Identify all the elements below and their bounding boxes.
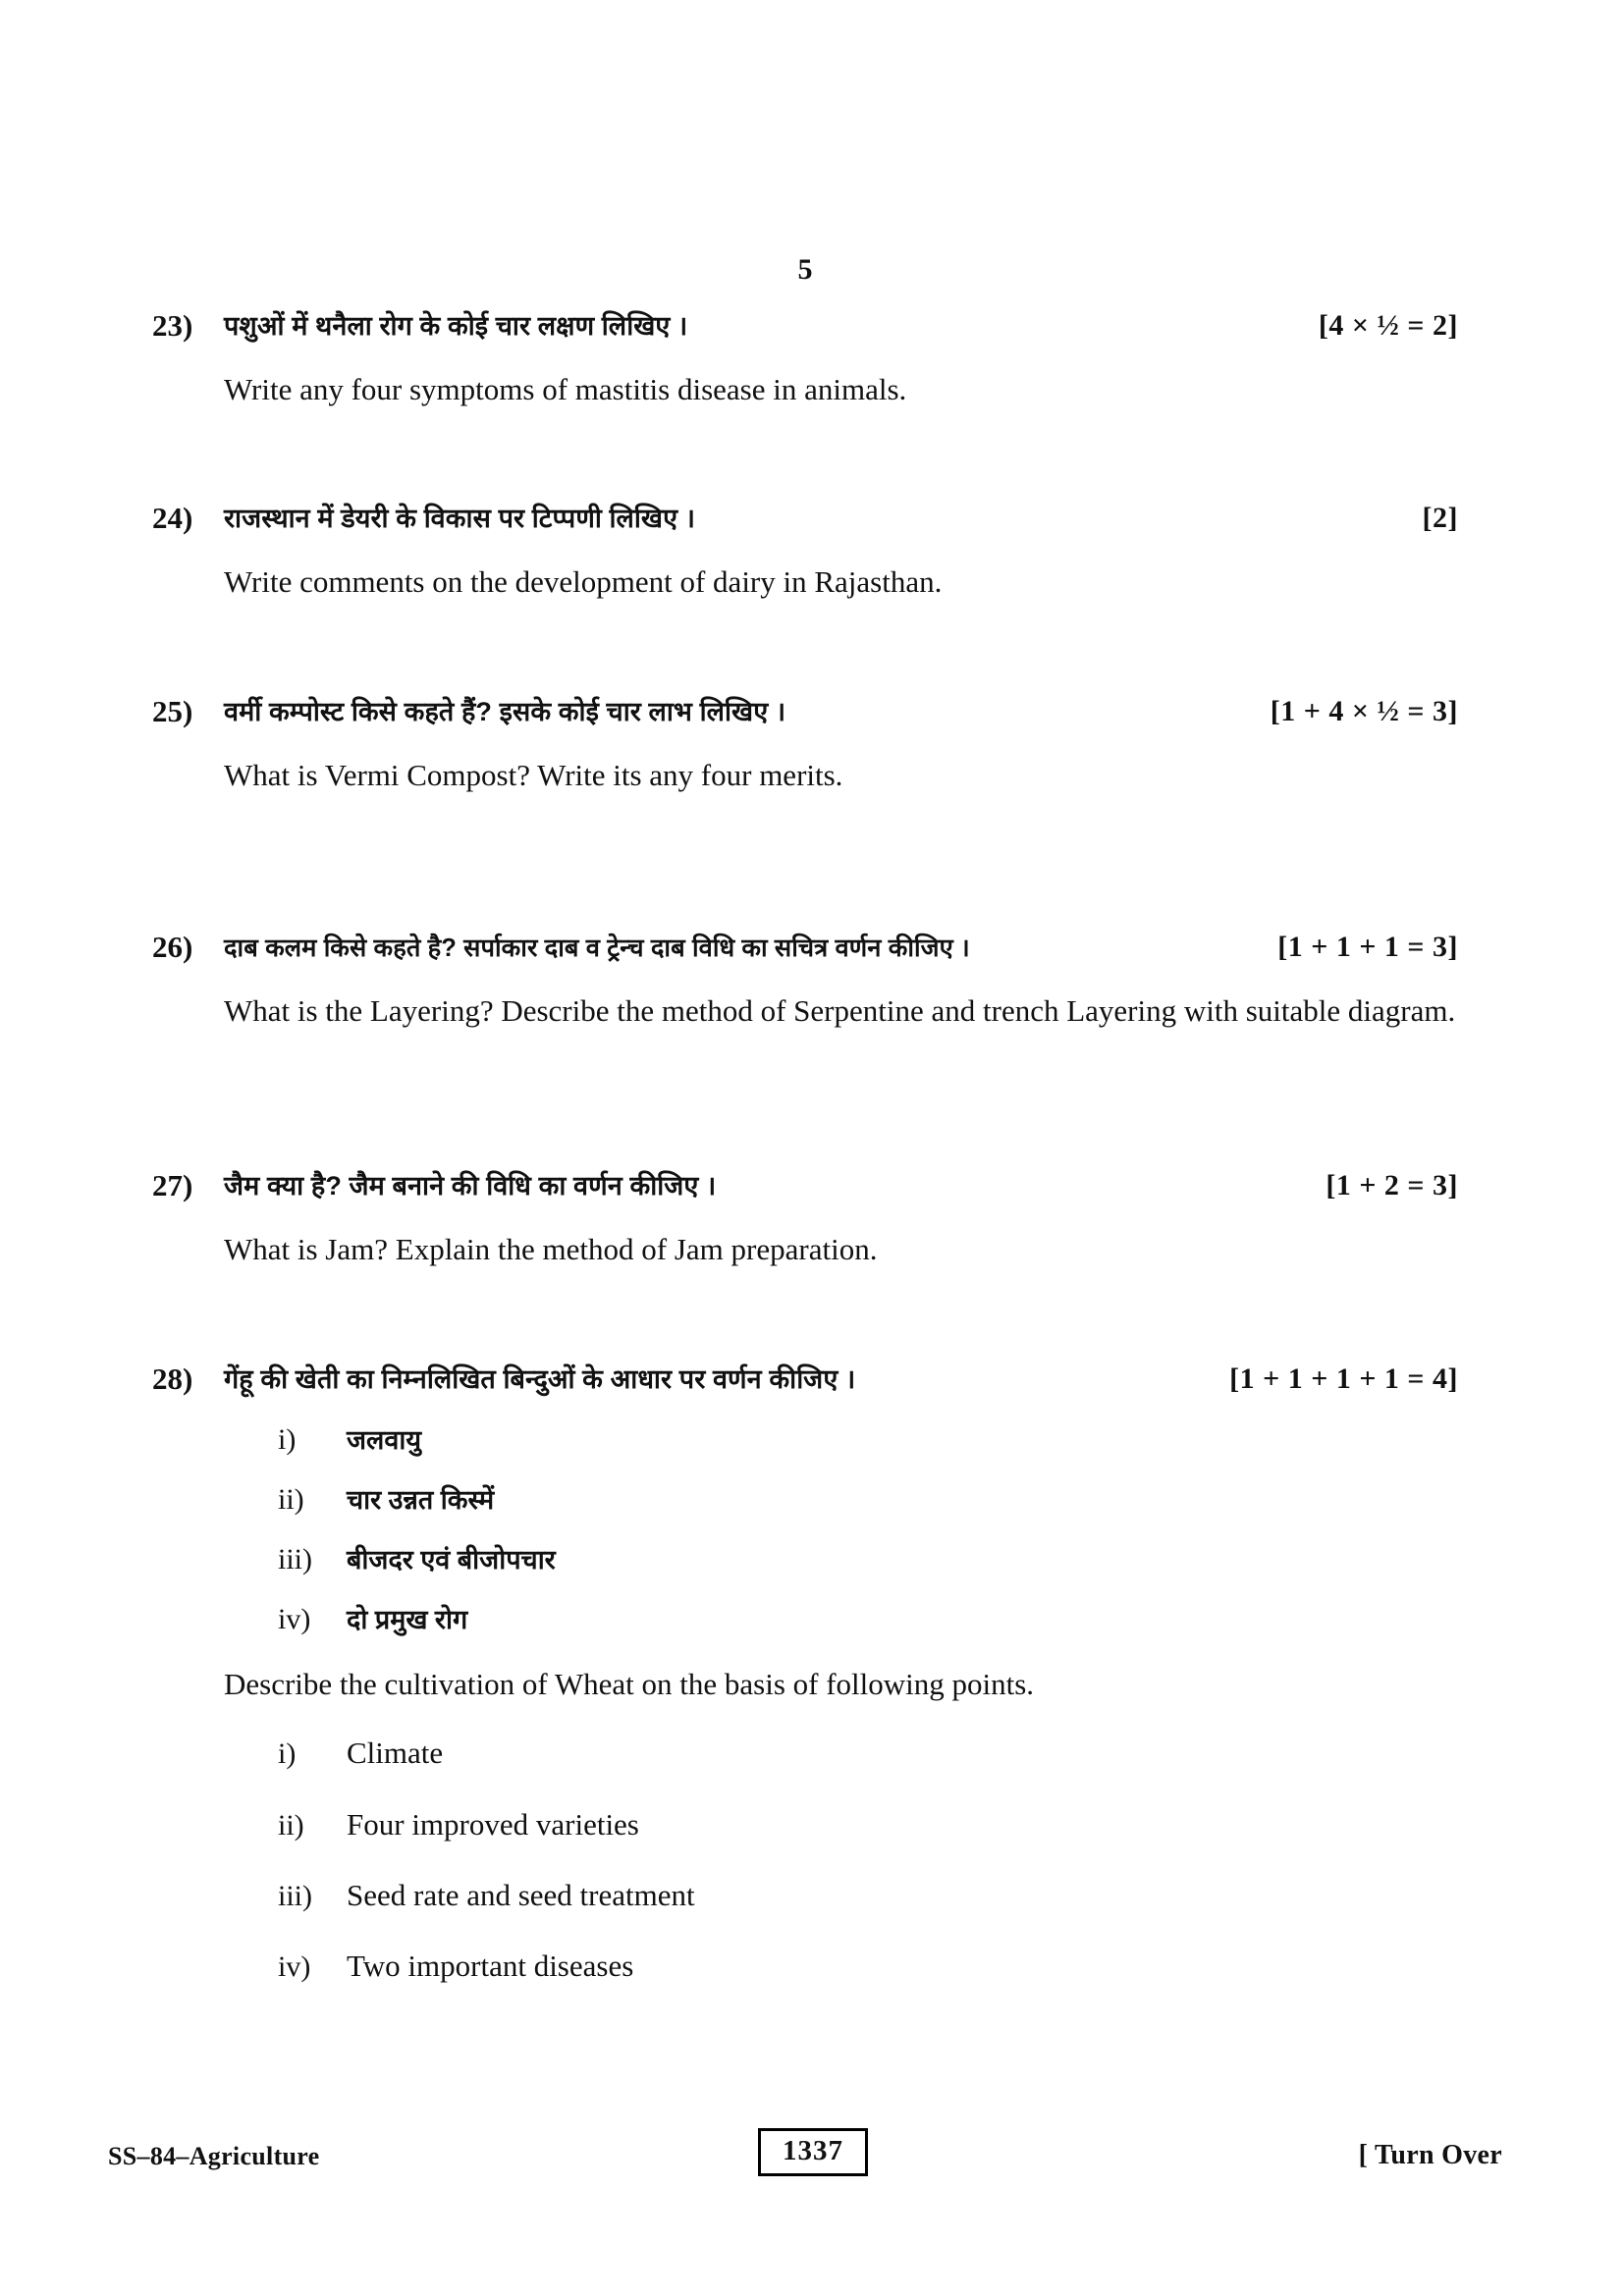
subitem-roman: iii) (278, 1543, 312, 1576)
question-23-hindi-text: पशुओं में थनैला रोग के कोई चार लक्षण लिखिए । (224, 311, 688, 341)
list-item (278, 1603, 1458, 1637)
subitem-label: जलवायु (347, 1425, 422, 1455)
question-24 (152, 499, 1458, 602)
question-28-number: 28) (152, 1362, 193, 1396)
page-footer (108, 2128, 1502, 2187)
subitem-roman: iii) (278, 1879, 312, 1912)
paper-code: SS–84–Agriculture (108, 2142, 320, 2170)
question-24-hindi-line (152, 499, 1458, 602)
question-24-marks: [2] (1422, 502, 1458, 534)
question-26 (152, 928, 1458, 1031)
question-27 (152, 1166, 1458, 1269)
question-25-number: 25) (152, 694, 193, 728)
list-item (278, 1734, 1458, 1773)
question-27-number: 27) (152, 1168, 193, 1202)
subitem-label: चार उन्नत किस्में (347, 1485, 495, 1516)
question-27-hindi-row (224, 1166, 1458, 1204)
serial-number-box: 1337 (758, 2128, 868, 2176)
question-24-english-text: Write comments on the development of dairy in Rajasthan. (224, 564, 943, 599)
question-24-hindi-row (224, 499, 1458, 537)
question-25-hindi-line (152, 692, 1458, 795)
question-28-hindi-line (152, 1360, 1458, 1987)
question-28-hindi-text: गेंहू की खेती का निम्नलिखित बिन्दुओं के आधार पर वर्णन कीजिए । (224, 1364, 856, 1394)
question-27-hindi-line (152, 1166, 1458, 1269)
question-26-hindi-line (152, 928, 1458, 1031)
question-27-marks: [1 + 2 = 3] (1325, 1169, 1458, 1201)
question-28-english-subitems (278, 1734, 1458, 1986)
subitem-label: Four improved varieties (347, 1806, 639, 1842)
question-26-hindi-row (224, 928, 1458, 966)
subitem-label: दो प्रमुख रोग (347, 1605, 468, 1635)
question-28-hindi-subitems (278, 1423, 1458, 1637)
page-number: 5 (797, 253, 813, 286)
question-25-hindi-text: वर्मी कम्पोस्ट किसे कहते हैं? इसके कोई चार लाभ लिखिए । (224, 697, 786, 726)
subitem-roman: ii) (278, 1483, 304, 1517)
question-26-english-text: What is the Layering? Describe the method of Serpentine and trench Layering with suitable diagram. (224, 993, 1456, 1028)
question-24-hindi-text: राजस्थान में डेयरी के विकास पर टिप्पणी लिखिए । (224, 504, 696, 533)
question-25-english-text: What is Vermi Compost? Write its any four merits. (224, 758, 843, 792)
question-24-number: 24) (152, 501, 193, 535)
question-27-hindi-text: जैम क्या है? जैम बनाने की विधि का वर्णन कीजिए । (224, 1171, 717, 1201)
question-25-hindi-row (224, 692, 1458, 730)
subitem-label: बीजदर एवं बीजोपचार (347, 1545, 556, 1575)
question-23 (152, 306, 1458, 409)
turn-over-label: [ Turn Over (1358, 2140, 1502, 2170)
question-28-hindi-row (224, 1360, 1458, 1398)
subitem-roman: iv) (278, 1603, 311, 1636)
question-27-english-text: What is Jam? Explain the method of Jam preparation. (224, 1232, 878, 1266)
question-23-hindi-line (152, 306, 1458, 409)
question-25 (152, 692, 1458, 795)
list-item (278, 1876, 1458, 1915)
question-23-marks: [4 × ½ = 2] (1318, 309, 1458, 342)
subitem-roman: i) (278, 1737, 297, 1771)
list-item (278, 1543, 1458, 1577)
subitem-roman: iv) (278, 1950, 311, 1984)
list-item (278, 1805, 1458, 1844)
subitem-label: Two important diseases (347, 1949, 634, 1984)
question-26-marks: [1 + 1 + 1 = 3] (1277, 931, 1458, 963)
subitem-roman: ii) (278, 1808, 304, 1842)
list-item (278, 1423, 1458, 1458)
question-23-hindi-row (224, 306, 1458, 345)
question-25-marks: [1 + 4 × ½ = 3] (1270, 695, 1458, 727)
question-28 (152, 1360, 1458, 1987)
question-26-hindi-text: दाब कलम किसे कहते है? सर्पाकार दाब व ट्रेन्च दाब विधि का सचित्र वर्णन कीजिए । (224, 934, 970, 962)
question-23-english-text: Write any four symptoms of mastitis disease in animals. (224, 372, 907, 406)
subitem-roman: i) (278, 1423, 297, 1456)
question-26-number: 26) (152, 930, 193, 964)
question-28-marks: [1 + 1 + 1 + 1 = 4] (1229, 1362, 1458, 1395)
list-item (278, 1483, 1458, 1518)
question-28-english-text: Describe the cultivation of Wheat on the basis of following points. (224, 1667, 1035, 1702)
list-item (278, 1947, 1458, 1986)
subitem-label: Seed rate and seed treatment (347, 1877, 695, 1912)
subitem-label: Climate (347, 1735, 444, 1771)
question-23-number: 23) (152, 308, 193, 343)
